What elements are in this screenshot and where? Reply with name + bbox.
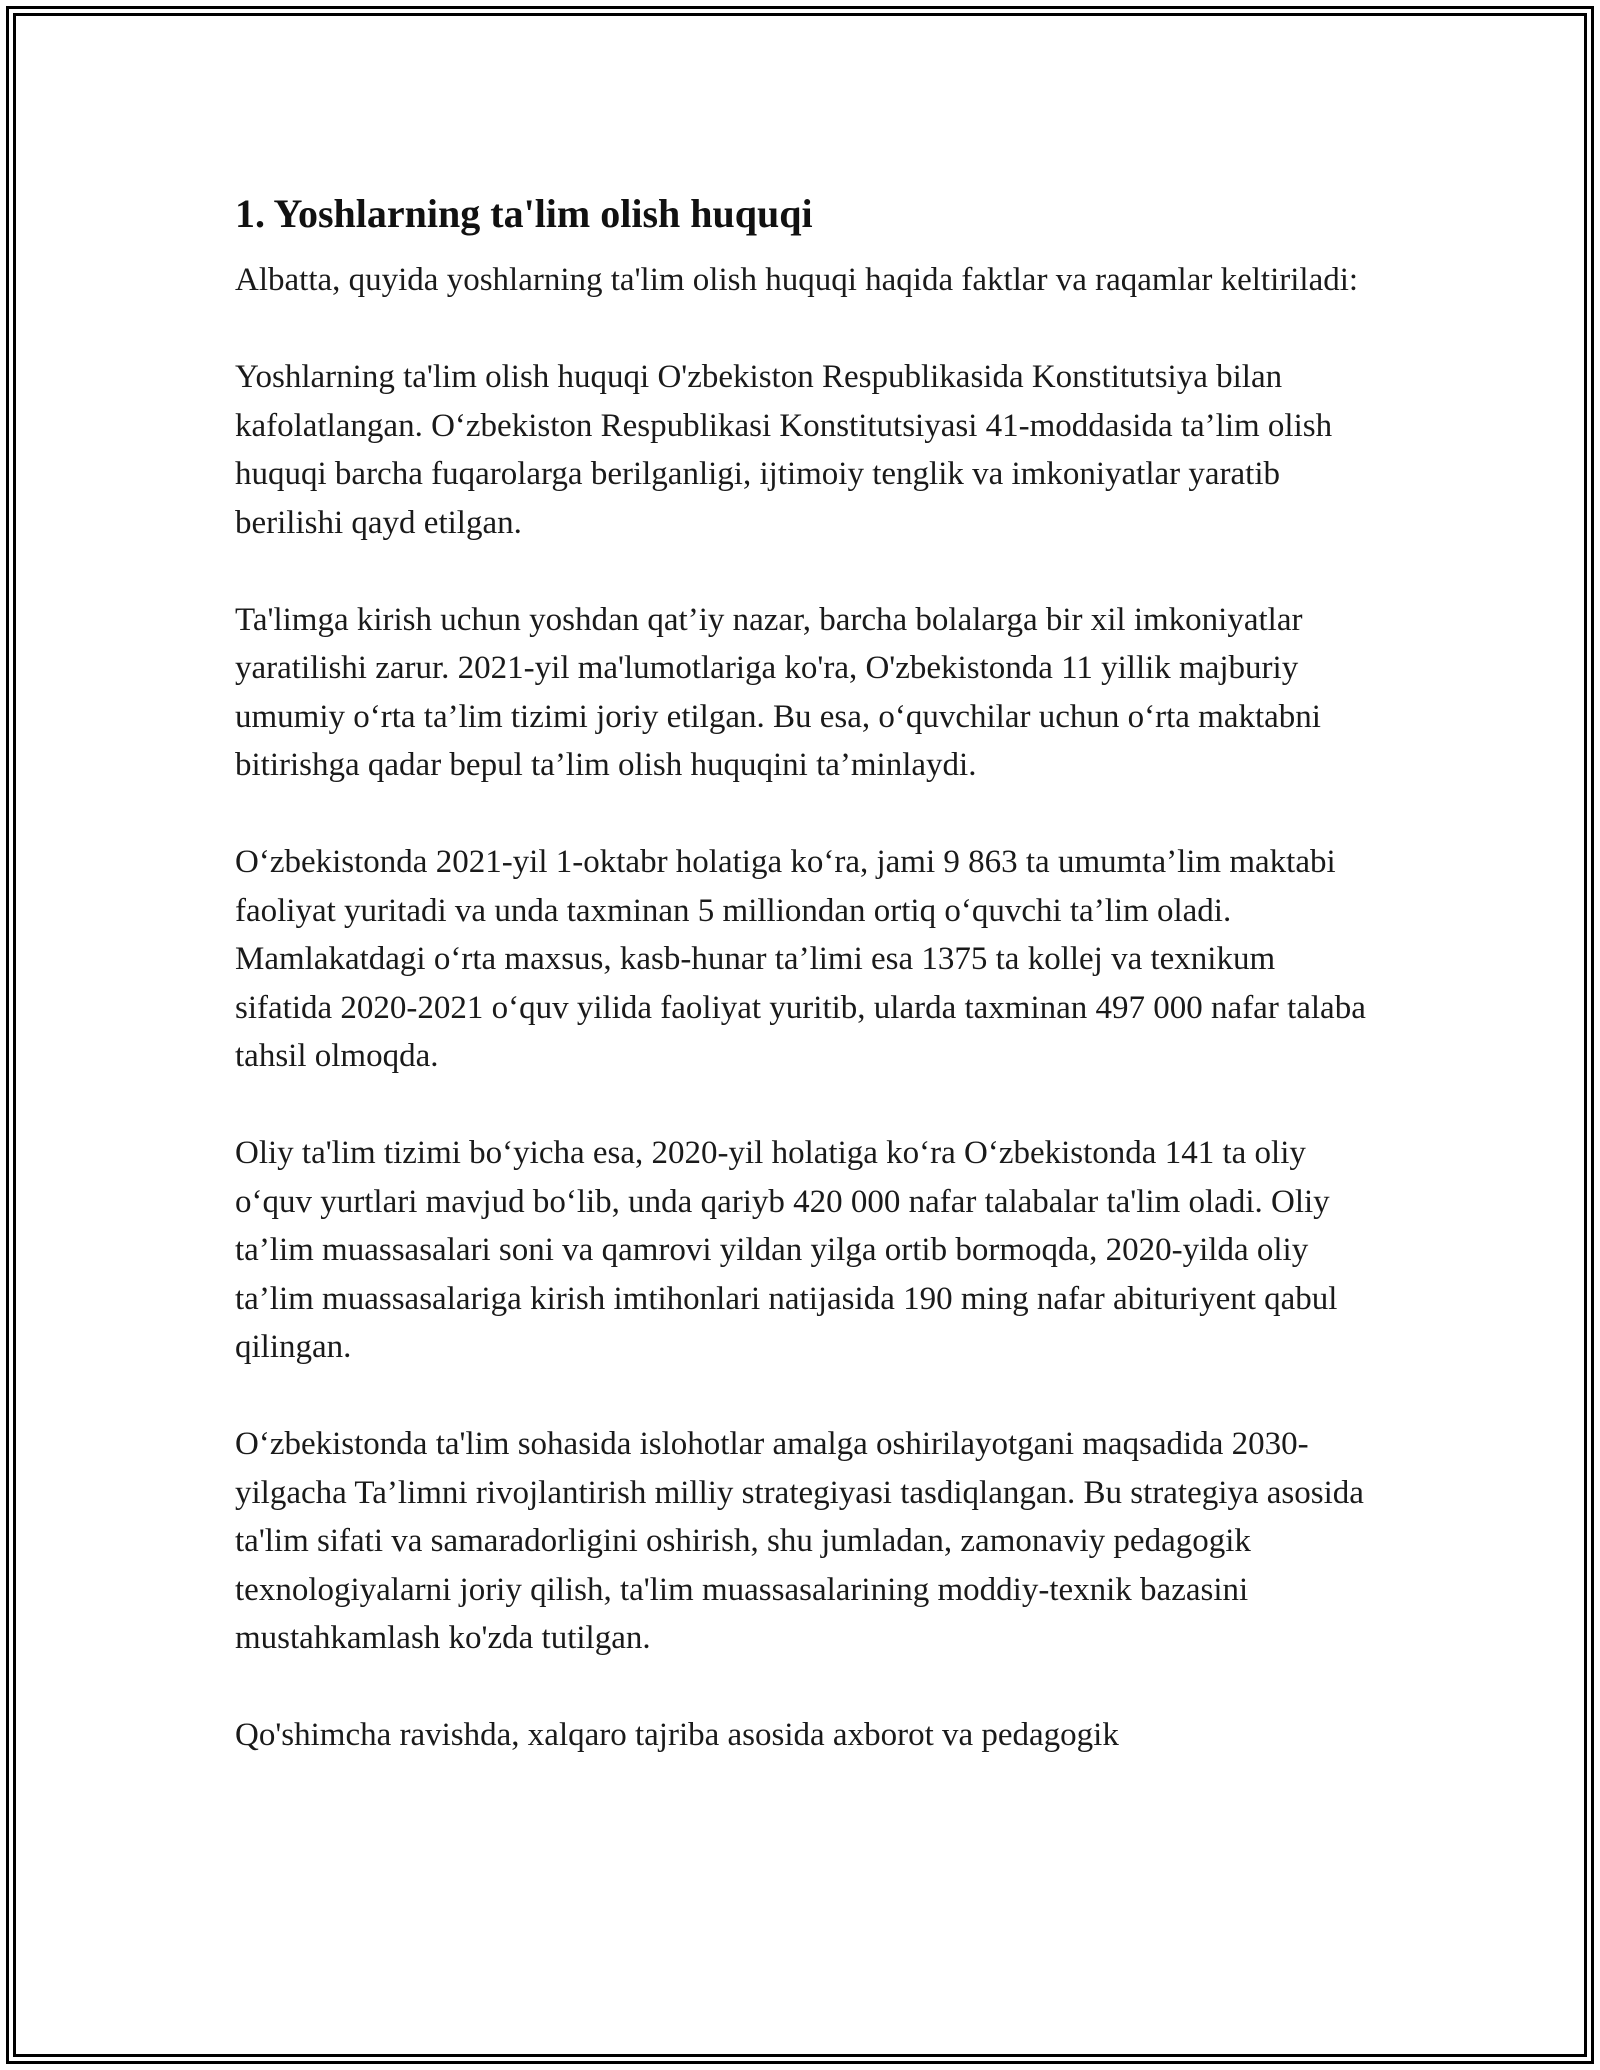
document-page <box>235 186 1375 1808</box>
document-title: 1. Yoshlarning ta'lim olish huquqi <box>235 191 813 236</box>
paragraph-strategy: O‘zbekistonda ta'lim sohasida islohotlar amalga oshirilayotgani maqsadida 2030-yilgacha Ta’limni rivojlantirish milliy strategiyasi tasdiqlangan. Bu strategiya asosida ta'lim sifati va samaradorligini oshirish, shu jumladan, zamonaviy pedagogik texnologiyalarni joriy qilish, ta'lim muassasalarining moddiy-texnik bazasini mustahkamlash ko'zda tutilgan. <box>235 1426 1364 1656</box>
paragraph-intro: Albatta, quyida yoshlarning ta'lim olish huquqi haqida faktlar va raqamlar keltiriladi: <box>235 262 1359 298</box>
paragraph-school-statistics: O‘zbekistonda 2021-yil 1-oktabr holatiga ko‘ra, jami 9 863 ta umumta’lim maktabi faoliyat yuritadi va unda taxminan 5 milliondan ortiq o‘quvchi ta’lim oladi. Mamlakatdagi o‘rta maxsus, kasb-hunar ta’limi esa 1375 ta kollej va texnikum sifatida 2020-2021 o‘quv yilida faoliyat yuritib, ularda taxminan 497 000 nafar talaba tahsil olmoqda. <box>235 844 1366 1074</box>
paragraph-additional: Qo'shimcha ravishda, xalqaro tajriba asosida axborot va pedagogik <box>235 1717 1119 1753</box>
paragraph-equal-access: Ta'limga kirish uchun yoshdan qat’iy nazar, barcha bolalarga bir xil imkoniyatlar yaratilishi zarur. 2021-yil ma'lumotlariga ko'ra, O'zbekistonda 11 yillik majburiy umumiy o‘rta ta’lim tizimi joriy etilgan. Bu esa, o‘quvchilar uchun o‘rta maktabni bitirishga qadar bepul ta’lim olish huquqini ta’minlaydi. <box>235 601 1321 783</box>
paragraph-higher-education: Oliy ta'lim tizimi bo‘yicha esa, 2020-yil holatiga ko‘ra O‘zbekistonda 141 ta oliy o‘quv yurtlari mavjud bo‘lib, unda qariyb 420 000 nafar talabalar ta'lim oladi. Oliy ta’lim muassasalari soni va qamrovi yildan yilga ortib bormoqda, 2020-yilda oliy ta’lim muassasalariga kirish imtihonlari natijasida 190 ming nafar abituriyent qabul qilingan. <box>235 1135 1338 1365</box>
paragraph-constitution: Yoshlarning ta'lim olish huquqi O'zbekiston Respublikasida Konstitutsiya bilan kafolatlangan. O‘zbekiston Respublikasi Konstitutsiyasi 41-moddasida ta’lim olish huquqi barcha fuqarolarga berilganligi, ijtimoiy tenglik va imkoniyatlar yaratib berilishi qayd etilgan. <box>235 359 1333 541</box>
